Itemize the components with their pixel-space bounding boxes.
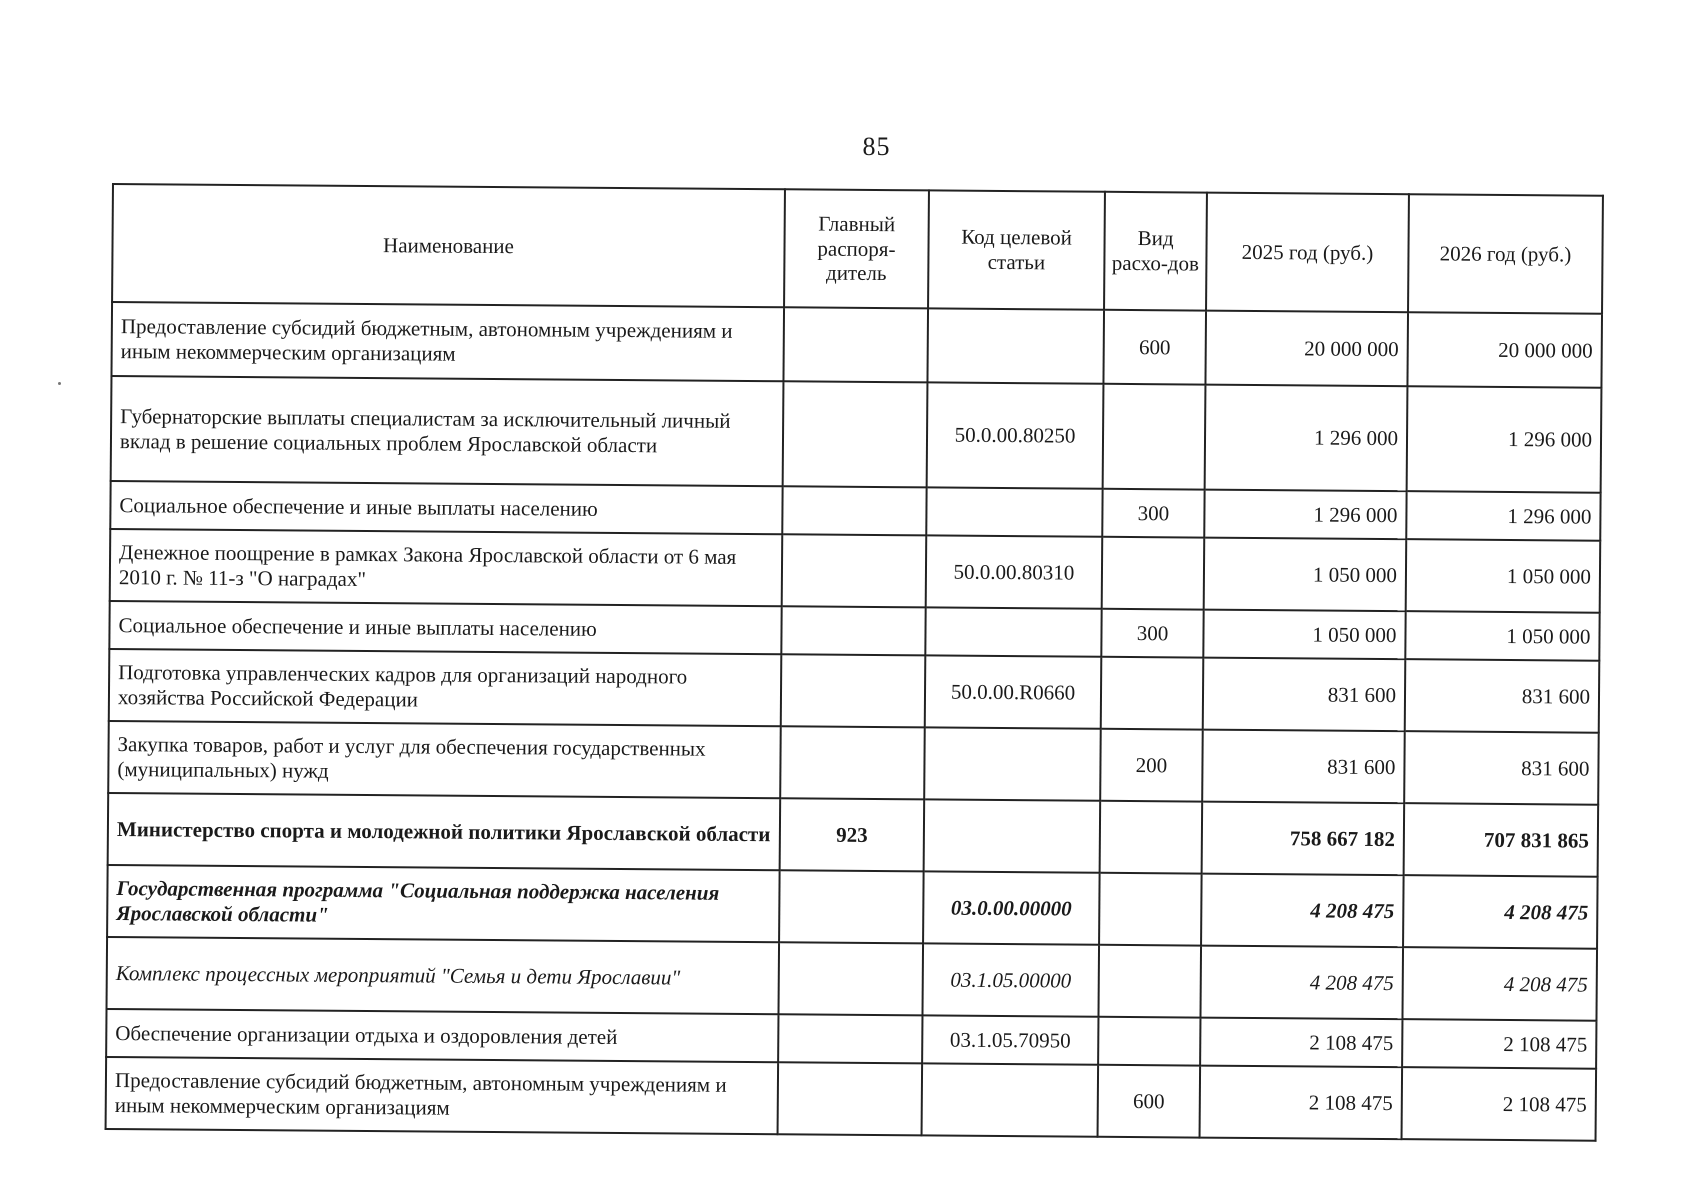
row-manager: 923	[780, 798, 925, 871]
row-name: Социальное обеспечение и иные выплаты населению	[109, 601, 781, 654]
budget-table	[105, 183, 1604, 1142]
row-type	[1098, 945, 1201, 1018]
table-row	[107, 937, 1598, 1021]
row-manager	[778, 1014, 922, 1063]
row-type: 300	[1102, 489, 1204, 538]
table-row	[107, 865, 1598, 949]
row-manager	[781, 654, 926, 727]
row-code: 50.0.00.80310	[926, 535, 1103, 608]
row-code: 03.0.00.00000	[923, 871, 1100, 944]
row-2026: 1 050 000	[1405, 611, 1599, 661]
table-row	[111, 376, 1602, 493]
row-2025: 831 600	[1203, 658, 1406, 732]
row-code	[925, 607, 1101, 656]
row-manager	[780, 726, 925, 799]
scan-artifact	[58, 382, 61, 385]
row-type	[1103, 384, 1206, 490]
table-row	[108, 721, 1599, 805]
row-type: 600	[1103, 310, 1206, 385]
row-name: Предоставление субсидий бюджетным, автономным учреждениям и иным некоммерческим организациям	[111, 302, 784, 381]
page-number: 85	[862, 132, 891, 161]
row-2025: 1 296 000	[1205, 385, 1408, 492]
row-type	[1098, 1017, 1200, 1066]
row-2026: 831 600	[1404, 731, 1599, 805]
row-code	[922, 1063, 1099, 1136]
row-2025: 4 208 475	[1201, 874, 1404, 948]
table-row	[106, 1057, 1597, 1141]
budget-table-container	[105, 183, 1602, 1142]
row-name: Предоставление субсидий бюджетным, автономным учреждениям и иным некоммерческим организациям	[106, 1057, 779, 1134]
row-manager	[778, 942, 923, 1015]
row-type	[1101, 657, 1204, 730]
row-type: 200	[1100, 729, 1203, 802]
row-manager	[781, 606, 925, 655]
row-manager	[782, 534, 927, 607]
row-2026: 4 208 475	[1403, 875, 1598, 949]
row-2025: 4 208 475	[1200, 946, 1403, 1020]
table-row	[111, 302, 1602, 388]
row-2025: 1 050 000	[1203, 610, 1405, 660]
table-row	[109, 649, 1600, 733]
row-2026: 707 831 865	[1404, 803, 1599, 877]
row-manager	[783, 381, 928, 487]
row-code	[924, 799, 1101, 872]
row-code: 03.1.05.70950	[922, 1015, 1098, 1064]
row-2026: 1 050 000	[1406, 539, 1601, 613]
header-type: Вид расхо-дов	[1104, 192, 1207, 311]
row-type	[1102, 537, 1205, 610]
row-2026: 2 108 475	[1402, 1019, 1596, 1069]
row-code: 50.0.00.R0660	[925, 655, 1102, 728]
table-row	[108, 793, 1599, 877]
row-manager	[779, 870, 924, 943]
row-code: 03.1.05.00000	[922, 943, 1099, 1016]
table-header-row	[112, 184, 1603, 314]
row-code	[926, 487, 1102, 536]
row-2026: 831 600	[1405, 659, 1600, 733]
row-type	[1100, 801, 1203, 874]
row-2026: 1 296 000	[1407, 386, 1602, 493]
row-type: 300	[1101, 609, 1203, 658]
row-2026: 4 208 475	[1402, 947, 1597, 1021]
row-name: Денежное поощрение в рамках Закона Ярославской области от 6 мая 2010 г. № 11-з "О наградах"	[110, 529, 783, 606]
row-code	[927, 308, 1104, 383]
row-name: Социальное обеспечение и иные выплаты населению	[110, 481, 782, 534]
row-2025: 2 108 475	[1200, 1066, 1403, 1140]
row-type: 600	[1098, 1065, 1201, 1138]
row-2025: 1 050 000	[1204, 538, 1407, 612]
row-2026: 20 000 000	[1407, 312, 1602, 388]
row-code: 50.0.00.80250	[927, 382, 1104, 488]
row-manager	[778, 1062, 923, 1135]
row-type	[1099, 873, 1202, 946]
row-name: Подготовка управленческих кадров для организаций народного хозяйства Российской Федерации	[109, 649, 782, 726]
header-2026: 2026 год (руб.)	[1408, 194, 1603, 314]
row-manager	[782, 486, 926, 535]
table-row	[110, 529, 1601, 613]
row-name: Губернаторские выплаты специалистам за исключительный личный вклад в решение социальных проблем Ярославской области	[111, 376, 784, 486]
row-name: Комплекс процессных мероприятий "Семья и дети Ярославии"	[107, 937, 780, 1014]
header-2025: 2025 год (руб.)	[1206, 193, 1409, 313]
row-2025: 2 108 475	[1200, 1018, 1402, 1068]
header-code: Код целевой статьи	[928, 190, 1105, 309]
row-2025: 831 600	[1202, 730, 1405, 804]
row-code	[924, 727, 1101, 800]
row-name: Министерство спорта и молодежной политики Ярославской области	[108, 793, 781, 870]
header-name: Наименование	[112, 184, 785, 307]
row-manager	[783, 307, 928, 382]
row-2026: 2 108 475	[1402, 1067, 1597, 1141]
row-name: Государственная программа "Социальная поддержка населения Ярославской области"	[107, 865, 780, 942]
row-name: Закупка товаров, работ и услуг для обеспечения государственных (муниципальных) нужд	[108, 721, 781, 798]
row-2026: 1 296 000	[1406, 491, 1600, 541]
header-manager: Главный распоря-дитель	[784, 189, 929, 308]
row-name: Обеспечение организации отдыха и оздоровления детей	[106, 1009, 778, 1062]
row-2025: 758 667 182	[1202, 802, 1405, 876]
row-2025: 1 296 000	[1204, 490, 1406, 540]
row-2025: 20 000 000	[1205, 311, 1408, 387]
